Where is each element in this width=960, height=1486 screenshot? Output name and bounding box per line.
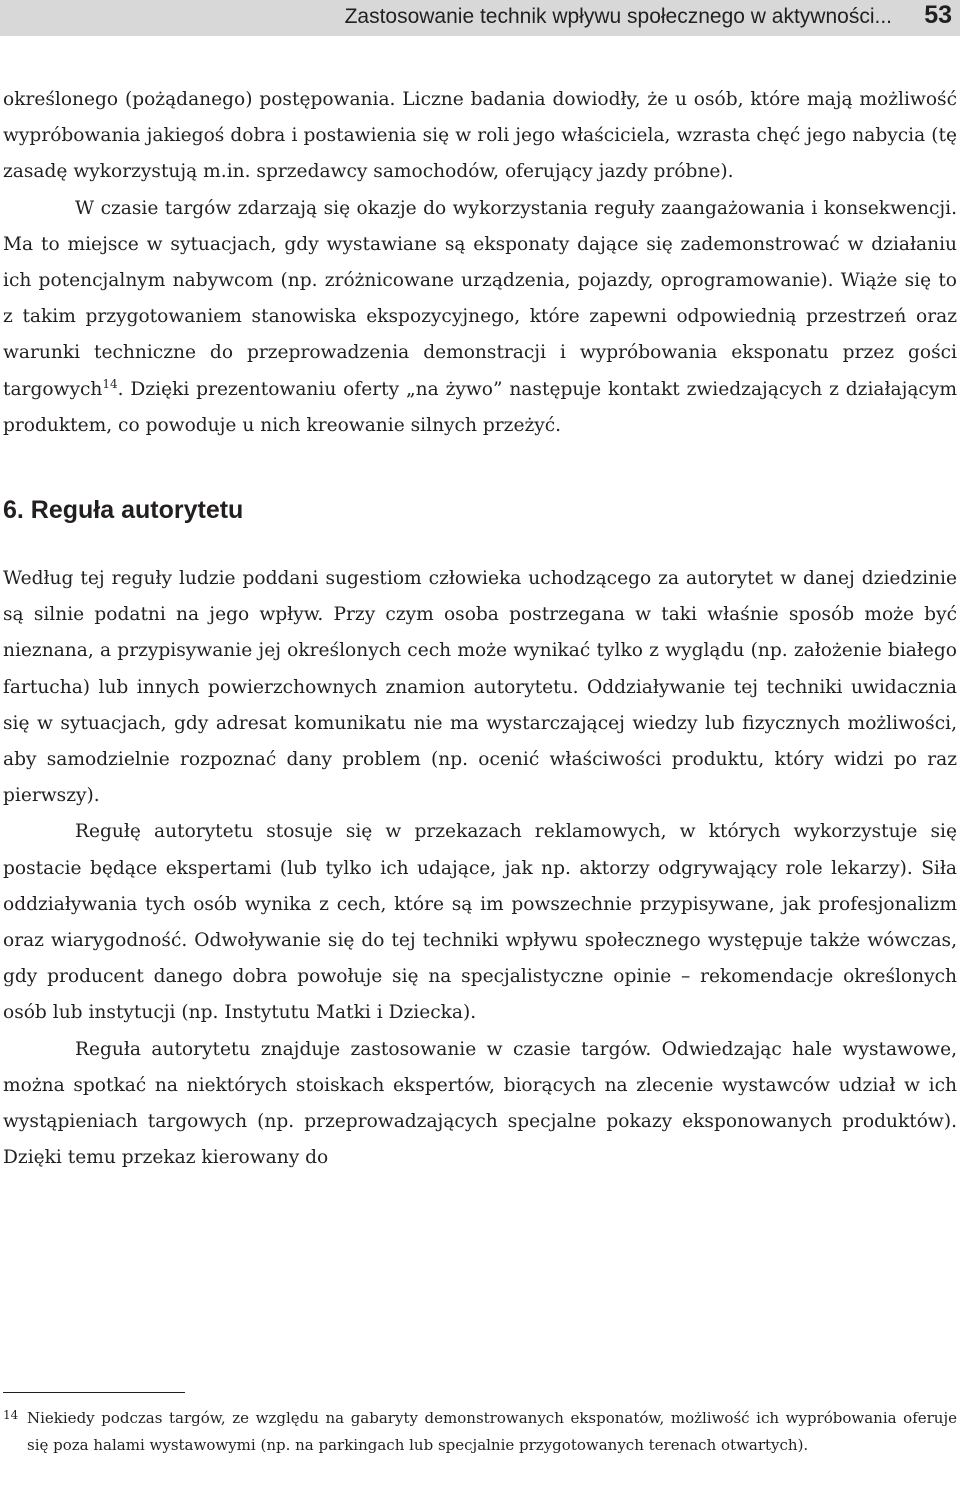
- paragraph-2-text-after: . Dzięki prezentowaniu oferty „na żywo” następuje kontakt zwiedzających z działającym produktem, co powoduje u nich kreowanie silnych przeżyć.: [3, 378, 957, 436]
- paragraph-2: [3, 191, 957, 444]
- footnote-divider: [3, 1392, 185, 1393]
- footnote-text: Niekiedy podczas targów, ze względu na gabaryty demonstrowanych eksponatów, możliwość ich wypróbowania oferuje się poza halami wystawowymi (np. na parkingach lub specjalnie przygotowanych terenach otwartych).: [27, 1409, 957, 1454]
- paragraph-1: określonego (pożądanego) postępowania. Liczne badania dowiodły, że u osób, które mają możliwość wypróbowania jakiegoś dobra i postawienia się w roli jego właściciela, wzrasta chęć jego nabycia (tę zasadę wykorzystują m.in. sprzedawcy samochodów, oferujący jazdy próbne).: [3, 89, 957, 183]
- paragraph-4: Regułę autorytetu stosuje się w przekazach reklamowych, w których wykorzystuje się postacie będące ekspertami (lub tylko ich udające, jak np. aktorzy odgrywający role lekarzy). Siła oddziaływania tych osób wynika z cech, które są im powszechnie przypisywane, jak profesjonalizm oraz wiarygodność. Odwoływanie się do tej techniki wpływu społecznego występuje także wówczas, gdy producent danego dobra powołuje się na specjalistyczne opinie – rekomendacje określonych osób lub instytucji (np. Instytutu Matki i Dziecka).: [3, 821, 957, 1024]
- footnote-reference: 14: [102, 376, 118, 391]
- paragraph-5: Reguła autorytetu znajduje zastosowanie w czasie targów. Odwiedzając hale wystawowe, można spotkać na niektórych stoiskach ekspertów, biorących na zlecenie wystawców udział w ich wystąpieniach targowych (np. przeprowadzających specjalne pokazy eksponowanych produktów). Dzięki temu przekaz kierowany do: [3, 1038, 957, 1169]
- page-number: 53: [924, 1, 952, 29]
- footnote: [3, 1405, 957, 1458]
- page-body: [3, 82, 957, 1176]
- paragraph-3: Według tej reguły ludzie poddani sugestiom człowieka uchodzącego za autorytet w danej dziedzinie są silnie podatni na jego wpływ. Przy czym osoba postrzegana w taki właśnie sposób może być nieznana, a przypisywanie jej określonych cech może wynikać tylko z wyglądu (np. założenie białego fartucha) lub innych powierzchownych znamion autorytetu. Oddziaływanie tej techniki uwidacznia się w sytuacjach, gdy adresat komunikatu nie ma wystarczającej wiedzy lub fizycznych możliwości, aby samodzielnie rozpoznać dany problem (np. ocenić właściwości produktu, który widzi po raz pierwszy).: [3, 568, 957, 807]
- running-header: [0, 0, 960, 36]
- section-heading: 6. Reguła autorytetu: [3, 496, 244, 525]
- header-title: Zastosowanie technik wpływu społecznego w aktywności...: [344, 5, 892, 28]
- paragraph-2-text-before: W czasie targów zdarzają się okazje do wykorzystania reguły zaangażowania i konsekwencji. Ma to miejsce w sytuacjach, gdy wystawiane są eksponaty dające się zademonstrować w działaniu ich potencjalnym nabywcom (np. zróżnicowane urządzenia, pojazdy, oprogramowanie). Wiąże się to z takim przygotowaniem stanowiska ekspozycyjnego, które zapewni odpowiednią przestrzeń oraz warunki techniczne do przeprowadzenia demonstracji i wypróbowania eksponatu przez gości targowych: [3, 197, 957, 400]
- footnote-number: 14: [3, 1408, 19, 1422]
